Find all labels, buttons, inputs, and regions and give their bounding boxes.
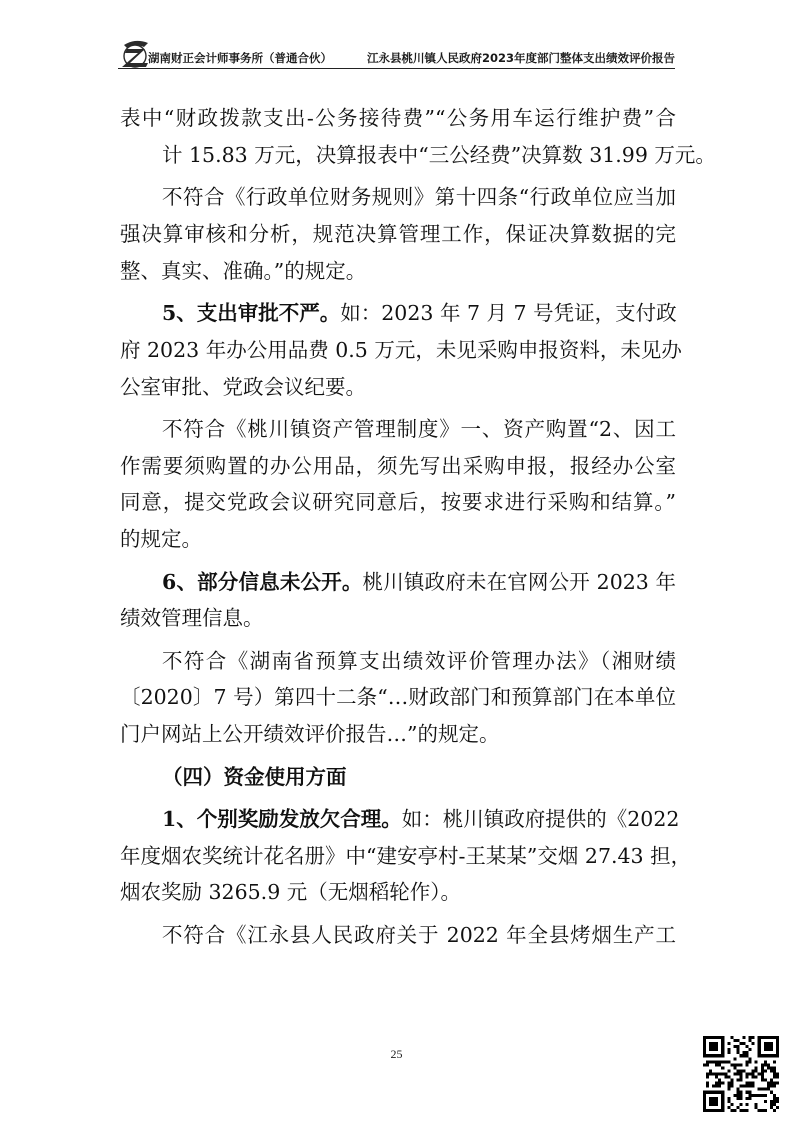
qr-code-icon [703,1036,779,1112]
text-line: 绩效管理信息。 [120,606,264,631]
text-line: 烟农奖励 3265.9 元（无烟稻轮作）。 [120,880,462,905]
section-heading [120,759,676,796]
text-line: 年度烟农奖统计花名册》中“建安亭村-王某某”交烟 27.43 担， [120,843,692,868]
text-line: 门户网站上公开绩效评价报告…”的规定。 [120,722,500,747]
item-text: 如：桃川镇政府提供的《2022 [401,806,680,831]
item-heading: 5、支出审批不严。 [162,300,341,325]
page-number: 25 [390,1047,403,1061]
text-line: 的规定。 [120,527,202,552]
firm-logo-icon [118,36,152,70]
text-line: 不符合《湖南省预算支出绩效评价管理办法》（湘财绩 [162,648,676,673]
section-heading-text: （四）资金使用方面 [162,764,347,789]
text-line: 同意，提交党政会议研究同意后，按要求进行采购和结算。” [120,490,676,515]
text-line: 不符合《江永县人民政府关于 2022 年全县烤烟生产工 [162,922,676,947]
item-heading: 1、个别奖励发放欠合理。 [162,806,402,831]
text-line: 〔2020〕7 号）第四十二条“…财政部门和预算部门在本单位 [120,685,676,710]
text-line [120,295,676,332]
item-heading: 6、部分信息未公开。 [162,569,363,594]
header-rule [118,68,675,69]
page-header [118,32,675,70]
document-body [120,100,716,954]
text-line: 整、真实、准确。”的规定。 [120,258,367,283]
text-line [120,564,676,601]
text-line: 府 2023 年办公用品费 0.5 万元，未见采购申报资料，未见办 [120,337,682,362]
text-line: 计 15.83 万元，决算报表中“三公经费”决算数 31.99 万元。 [162,142,716,167]
text-line: 作需要须购置的办公用品，须先写出采购申报，报经办公室 [120,453,676,478]
text-line: 公室审批、党政会议纪要。 [120,374,366,399]
report-title: 江永县桃川镇人民政府2023年度部门整体支出绩效评价报告 [366,51,675,65]
item-text: 如：2023 年 7 月 7 号凭证，支付政 [340,300,677,325]
text-line: 表中“财政拨款支出-公务接待费”“公务用车运行维护费”合 [120,106,676,130]
item-text: 桃川镇政府未在官网公开 2023 年 [362,569,677,594]
text-line: 不符合《桃川镇资产管理制度》一、资产购置“2、因工 [162,416,676,441]
firm-name: 湖南财正会计师事务所（普通合伙） [148,51,332,65]
text-line [120,801,680,838]
text-line: 强决算审核和分析，规范决算管理工作，保证决算数据的完 [120,221,676,246]
text-line: 不符合《行政单位财务规则》第十四条“行政单位应当加 [162,185,676,210]
